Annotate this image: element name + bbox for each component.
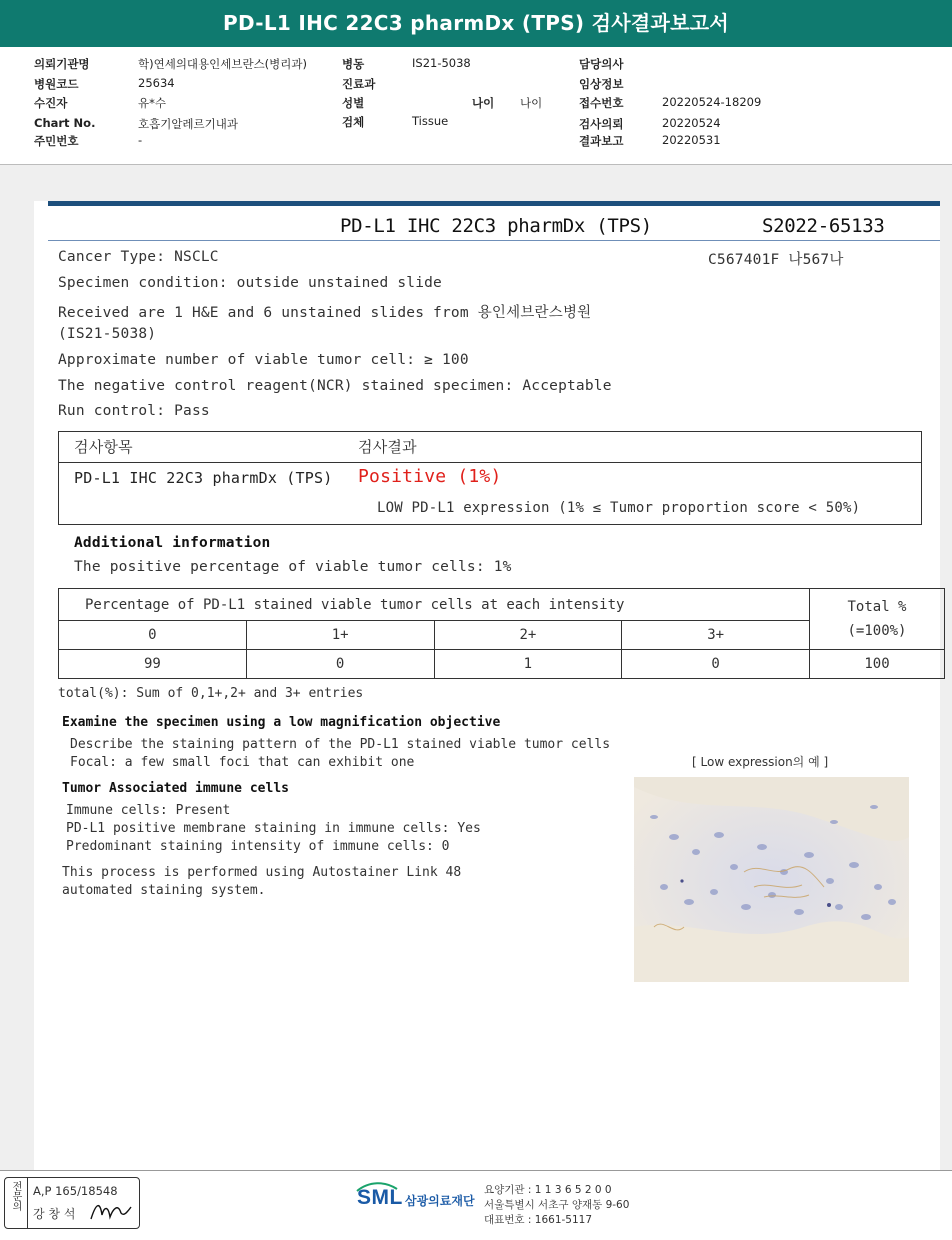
- margin-top: [0, 165, 952, 201]
- intensity-header: Percentage of PD-L1 stained viable tumor cells at each intensity: [59, 589, 810, 621]
- patient-label: 수진자: [34, 96, 68, 110]
- specimen-label: 검체: [342, 115, 365, 129]
- report-number: S2022-65133: [762, 215, 885, 237]
- ward-value: IS21-5038: [412, 56, 471, 70]
- hospital-code-label: 병원코드: [34, 77, 79, 91]
- logo-swoosh-icon: [353, 1181, 401, 1193]
- immune-line-3: Predominant staining intensity of immune cells: 0: [66, 839, 450, 854]
- immune-line-1: Immune cells: Present: [66, 803, 231, 818]
- age-label: 나이: [472, 96, 495, 110]
- address: 서울특별시 서초구 양재동 9-60: [484, 1199, 630, 1211]
- signature-box-divider: [27, 1177, 28, 1229]
- organization-name: 삼광의료재단: [405, 1194, 475, 1208]
- intensity-total: 100: [810, 650, 945, 679]
- doctor-label: 담당의사: [579, 57, 624, 71]
- received-slides: Received are 1 H&E and 6 unstained slides from 용인세브란스병원: [58, 305, 592, 321]
- chart-value: 호흡기알레르기내과: [138, 117, 238, 131]
- ap-number: A,P 165/18548: [33, 1184, 118, 1198]
- tumor-immune-title: Tumor Associated immune cells: [62, 781, 289, 796]
- run-control: Run control: Pass: [58, 403, 210, 419]
- viable-tumor-cells: Approximate number of viable tumor cell: ≥ 100: [58, 352, 469, 368]
- total-header: Total %: [847, 599, 907, 615]
- request-label: 검사의뢰: [579, 117, 624, 131]
- report-test-title: PD-L1 IHC 22C3 pharmDx (TPS): [340, 215, 652, 237]
- result-label: 결과보고: [579, 134, 624, 148]
- dept-label: 진료과: [342, 77, 376, 91]
- immune-line-2: PD-L1 positive membrane staining in immune cells: Yes: [66, 821, 481, 836]
- total-subheader: (=100%): [847, 623, 907, 639]
- doctor-name: 강 창 석: [33, 1207, 76, 1221]
- license-number: 요양기관 : 1 1 3 6 5 2 0 0: [484, 1184, 612, 1196]
- specimen-value: Tissue: [412, 114, 449, 128]
- specialist-label: 전문의: [10, 1181, 21, 1211]
- ncr-result: The negative control reagent(NCR) stained specimen: Acceptable: [58, 378, 612, 394]
- doctor-signature: [88, 1197, 133, 1225]
- intensity-table: [58, 588, 945, 679]
- institution-value: 학)연세의대용인세브란스(병리과): [138, 57, 307, 71]
- result-box-divider: [59, 462, 921, 463]
- institution-label: 의뢰기관명: [34, 57, 90, 71]
- patient-value: 유*수: [138, 96, 166, 110]
- clinical-label: 임상정보: [579, 77, 624, 91]
- margin-left: [0, 165, 34, 1170]
- cancer-type: Cancer Type: NSCLC: [58, 249, 219, 265]
- total-note: total(%): Sum of 0,1+,2+ and 3+ entries: [58, 686, 364, 701]
- total-header-cell: [810, 589, 945, 650]
- result-item: PD-L1 IHC 22C3 pharmDx (TPS): [74, 469, 333, 487]
- examine-line-2: Focal: a few small foci that can exhibit one: [70, 755, 415, 770]
- receipt-value: 20220524-18209: [662, 95, 762, 109]
- sml-logo: SML: [357, 1186, 403, 1209]
- hospital-code-value: 25634: [138, 76, 175, 90]
- result-positive: Positive (1%): [358, 466, 502, 487]
- report-title: PD-L1 IHC 22C3 pharmDx (TPS) 검사결과보고서: [223, 11, 729, 35]
- receipt-label: 접수번호: [579, 96, 624, 110]
- additional-text: The positive percentage of viable tumor cells: 1%: [74, 559, 512, 575]
- received-id: (IS21-5038): [58, 326, 157, 342]
- footer: [0, 1171, 952, 1240]
- age-value: 나이: [520, 96, 543, 110]
- chart-label: Chart No.: [34, 116, 96, 130]
- examine-title: Examine the specimen using a low magnification objective: [62, 715, 501, 730]
- result-col2-header: 검사결과: [358, 438, 417, 456]
- report-top-bar: [48, 201, 940, 206]
- ward-label: 병동: [342, 57, 365, 71]
- low-expression-example-image: [634, 777, 909, 982]
- intensity-val-0: 99: [59, 650, 247, 679]
- specimen-condition: Specimen condition: outside unstained slide: [58, 275, 442, 291]
- intensity-col-2: 2+: [434, 621, 622, 650]
- intensity-col-1: 1+: [246, 621, 434, 650]
- intensity-col-3: 3+: [622, 621, 810, 650]
- intensity-val-1: 0: [246, 650, 434, 679]
- phone: 대표번호 : 1661-5117: [484, 1214, 593, 1226]
- intensity-val-3: 0: [622, 650, 810, 679]
- additional-title: Additional information: [74, 535, 271, 551]
- report-title-underline: [48, 240, 940, 241]
- result-col1-header: 검사항목: [74, 438, 133, 456]
- specimen-code: C567401F 나567나: [708, 252, 844, 268]
- examine-line-1: Describe the staining pattern of the PD-L1 stained viable tumor cells: [70, 737, 611, 752]
- process-line-2: automated staining system.: [62, 883, 266, 898]
- expression-level: LOW PD-L1 expression (1% ≤ Tumor proportion score < 50%): [377, 500, 861, 516]
- request-value: 20220524: [662, 116, 721, 130]
- id-value: -: [138, 133, 143, 147]
- process-line-1: This process is performed using Autostainer Link 48: [62, 865, 462, 880]
- result-value: 20220531: [662, 133, 721, 147]
- histology-image-svg: [634, 777, 909, 982]
- sex-label: 성별: [342, 96, 365, 110]
- id-label: 주민번호: [34, 134, 79, 148]
- image-caption: [ Low expression의 예 ]: [692, 755, 829, 769]
- intensity-col-0: 0: [59, 621, 247, 650]
- intensity-val-2: 1: [434, 650, 622, 679]
